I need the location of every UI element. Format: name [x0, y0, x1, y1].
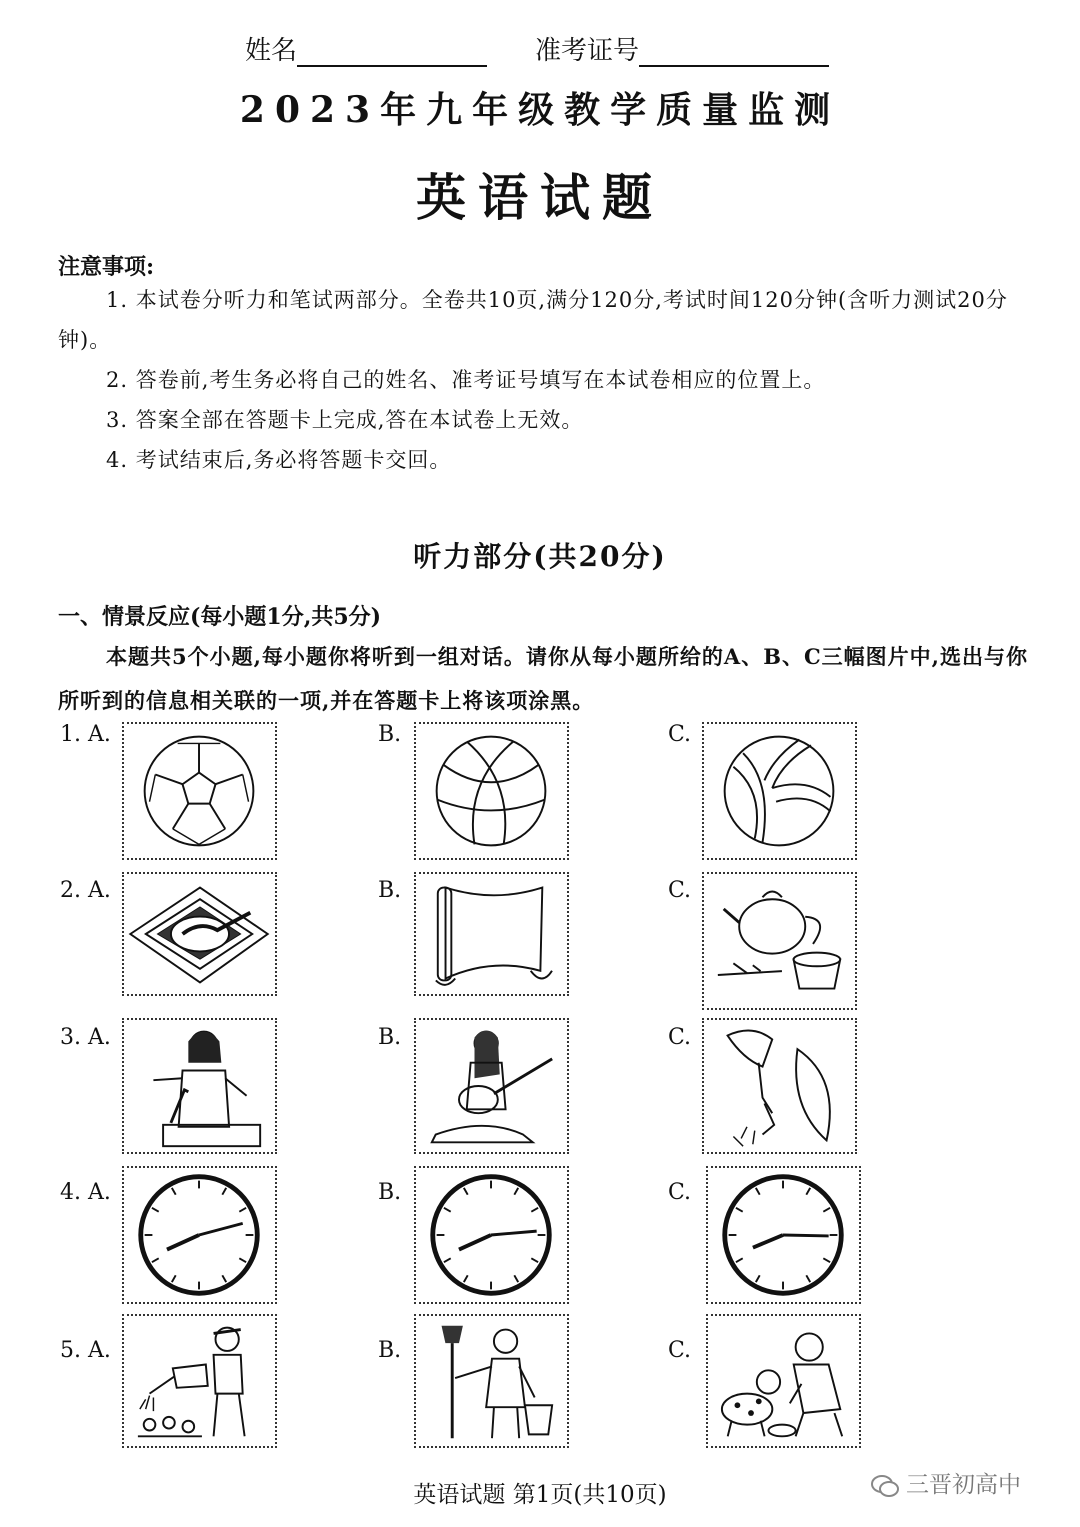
- q1-label-b: B.: [378, 722, 402, 747]
- q1-label-c: C.: [668, 722, 692, 747]
- girl-playing-guitar-icon: [416, 1020, 567, 1152]
- q4-option-b[interactable]: [414, 1166, 569, 1304]
- clock-icon: [708, 1168, 859, 1302]
- notice-item-4: 4. 考试结束后,务必将答题卡交回。: [106, 448, 452, 472]
- q4-label-c: C.: [668, 1180, 692, 1205]
- q3-label-c: C.: [668, 1025, 692, 1050]
- name-label: 姓名: [245, 36, 298, 66]
- q2-label-c: C.: [668, 878, 692, 903]
- section-title: 一、情景反应(每小题1分,共5分): [58, 604, 382, 630]
- exam-id-field[interactable]: [535, 30, 829, 67]
- q3-option-c[interactable]: [702, 1018, 857, 1154]
- q5-option-b[interactable]: [414, 1314, 569, 1448]
- exam-id-underline[interactable]: [639, 41, 829, 67]
- q1-option-b[interactable]: [414, 722, 569, 860]
- clock-icon: [416, 1168, 567, 1302]
- notice-heading: 注意事项:: [58, 254, 155, 280]
- man-feeding-dog-icon: [708, 1316, 859, 1446]
- basketball-icon: [416, 724, 567, 858]
- q4-label-b: B.: [378, 1180, 402, 1205]
- exam-id-label: 准考证号: [535, 36, 640, 66]
- q1-option-c[interactable]: [702, 722, 857, 860]
- woman-giving-speech-icon: [124, 1020, 275, 1152]
- section-description: 本题共5个小题,每小题你将听到一组对话。请你从每小题所给的A、B、C三幅图片中,选出与你所听到的信息相关联的一项,并在答题卡上将该项涂黑。: [58, 644, 1028, 713]
- listening-part-title: 听力部分(共20分): [413, 540, 667, 573]
- q3-option-a[interactable]: [122, 1018, 277, 1154]
- inkstone-icon: [124, 874, 275, 994]
- notice-item-2: 2. 答卷前,考生务必将自己的姓名、准考证号填写在本试卷相应的位置上。: [106, 368, 826, 392]
- teapot-and-cup-icon: [704, 874, 855, 1008]
- dancer-with-fan-icon: [704, 1020, 855, 1152]
- q3-label-a: 3. A.: [60, 1025, 111, 1050]
- q4-option-c[interactable]: [706, 1166, 861, 1304]
- exam-title: 2023年九年级教学质量监测: [239, 89, 841, 131]
- q4-option-a[interactable]: [122, 1166, 277, 1304]
- paper-scroll-icon: [416, 874, 567, 994]
- notice-item-1: 1. 本试卷分听力和笔试两部分。全卷共10页,满分120分,考试时间120分钟(含听力测试20分钟)。: [58, 288, 1008, 352]
- wechat-icon: [870, 1474, 900, 1498]
- girl-with-mop-and-bucket-icon: [416, 1316, 567, 1446]
- q3-label-b: B.: [378, 1025, 402, 1050]
- watermark-text: 三晋初高中: [906, 1472, 1021, 1498]
- q5-label-a: 5. A.: [60, 1338, 111, 1363]
- football-icon: [124, 724, 275, 858]
- q4-label-a: 4. A.: [60, 1180, 111, 1205]
- watermark: [870, 1466, 1021, 1499]
- name-underline[interactable]: [297, 41, 487, 67]
- q2-option-c[interactable]: [702, 872, 857, 1010]
- q1-label-a: 1. A.: [60, 722, 111, 747]
- q3-option-b[interactable]: [414, 1018, 569, 1154]
- clock-icon: [124, 1168, 275, 1302]
- q2-label-b: B.: [378, 878, 402, 903]
- subject-title: 英语试题: [416, 168, 664, 227]
- volleyball-icon: [704, 724, 855, 858]
- q5-label-c: C.: [668, 1338, 692, 1363]
- q2-label-a: 2. A.: [60, 878, 111, 903]
- q5-label-b: B.: [378, 1338, 402, 1363]
- q5-option-c[interactable]: [706, 1314, 861, 1448]
- q2-option-a[interactable]: [122, 872, 277, 996]
- q2-option-b[interactable]: [414, 872, 569, 996]
- boy-watering-flowers-icon: [124, 1316, 275, 1446]
- q1-option-a[interactable]: [122, 722, 277, 860]
- q5-option-a[interactable]: [122, 1314, 277, 1448]
- notice-item-3: 3. 答案全部在答题卡上完成,答在本试卷上无效。: [106, 408, 584, 432]
- name-field[interactable]: [245, 30, 487, 67]
- page-footer: 英语试题 第1页(共10页): [413, 1482, 667, 1508]
